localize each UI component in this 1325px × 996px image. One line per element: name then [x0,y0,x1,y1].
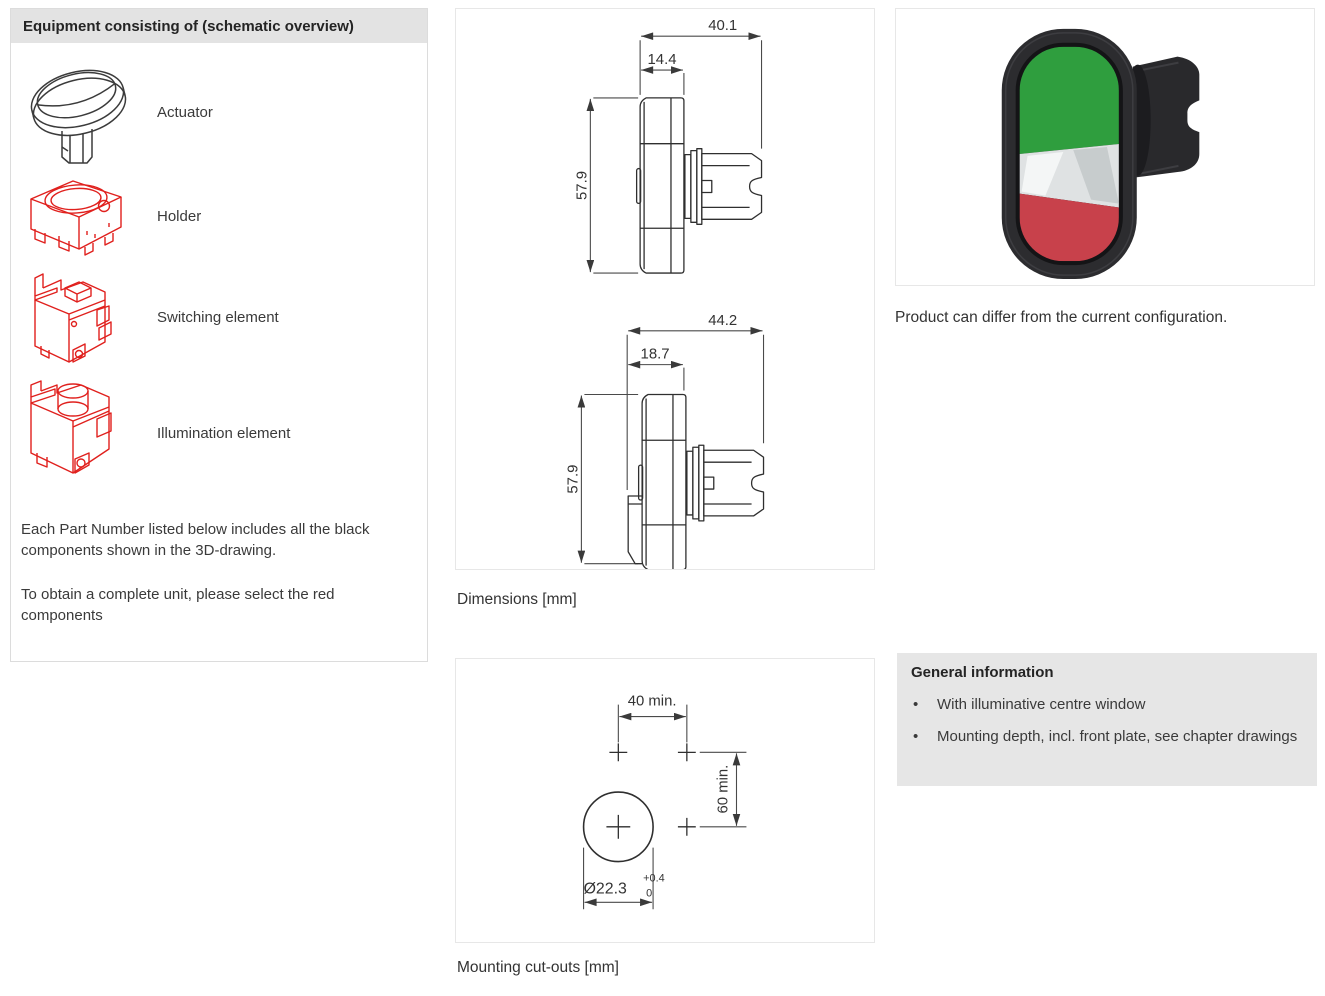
note-red-components: To obtain a complete unit, please select the red components [21,585,335,624]
dim-front-depth-1: 14.4 [647,51,677,69]
mounting-cutouts-caption: Mounting cut-outs [mm] [457,959,619,976]
component-label: Actuator [157,103,213,121]
dim-overall-width-2: 44.2 [708,311,738,329]
product-face [1020,47,1119,261]
mounting-cutouts-figure [455,658,875,943]
dim-spacing-vertical: 60 min. [715,764,732,814]
illumination-element-icon [21,375,143,491]
dimensions-caption: Dimensions [mm] [457,591,577,608]
dim-hole-diameter: Ø22.3 [583,880,627,898]
list-item [21,261,417,373]
side-view-drawing-1 [637,98,762,273]
general-info-title: General information [911,664,1054,681]
dim-tolerance-upper: +0.4 [643,872,665,885]
dim-tolerance-lower: 0 [646,887,653,900]
dim-overall-width-1: 40.1 [708,17,738,35]
component-list [11,43,427,493]
equipment-notes [11,519,427,626]
equipment-overview-panel [10,8,428,662]
bullet-icon: • [913,696,919,713]
side-view-drawing-2 [628,394,763,569]
holder-icon [21,173,143,259]
product-disclaimer: Product can differ from the current configuration. [895,309,1228,326]
component-label: Holder [157,207,202,225]
centre-cross-marks [606,743,695,838]
dim-spacing-horizontal: 40 min. [627,693,677,710]
list-item [21,53,417,171]
dim-height-2: 57.9 [564,464,582,494]
equipment-panel-header [11,9,427,43]
list-item [911,695,1303,715]
general-info-list [911,695,1303,748]
dimension-lines-view1 [590,36,761,273]
general-info-bullet: With illuminative centre window [937,696,1146,713]
product-image [895,8,1315,286]
bullet-icon: • [913,728,919,746]
list-item [911,727,1303,747]
equipment-panel-title: Equipment consisting of (schematic overview) [23,17,354,35]
switching-element-icon [21,262,143,372]
list-item [21,373,417,493]
component-label: Illumination element [157,424,291,442]
dim-front-depth-2: 18.7 [640,345,670,363]
general-info-bullet: Mounting depth, incl. front plate, see chapter drawings [937,728,1298,746]
list-item [21,171,417,261]
note-black-components: Each Part Number listed below includes all the black components shown in the 3D-drawing. [21,521,370,560]
dim-height-1: 57.9 [573,170,591,201]
component-label: Switching element [157,308,279,326]
green-button [1020,47,1119,154]
dimensions-figure [455,8,875,570]
actuator-icon [21,55,143,169]
general-info-box [897,653,1317,786]
